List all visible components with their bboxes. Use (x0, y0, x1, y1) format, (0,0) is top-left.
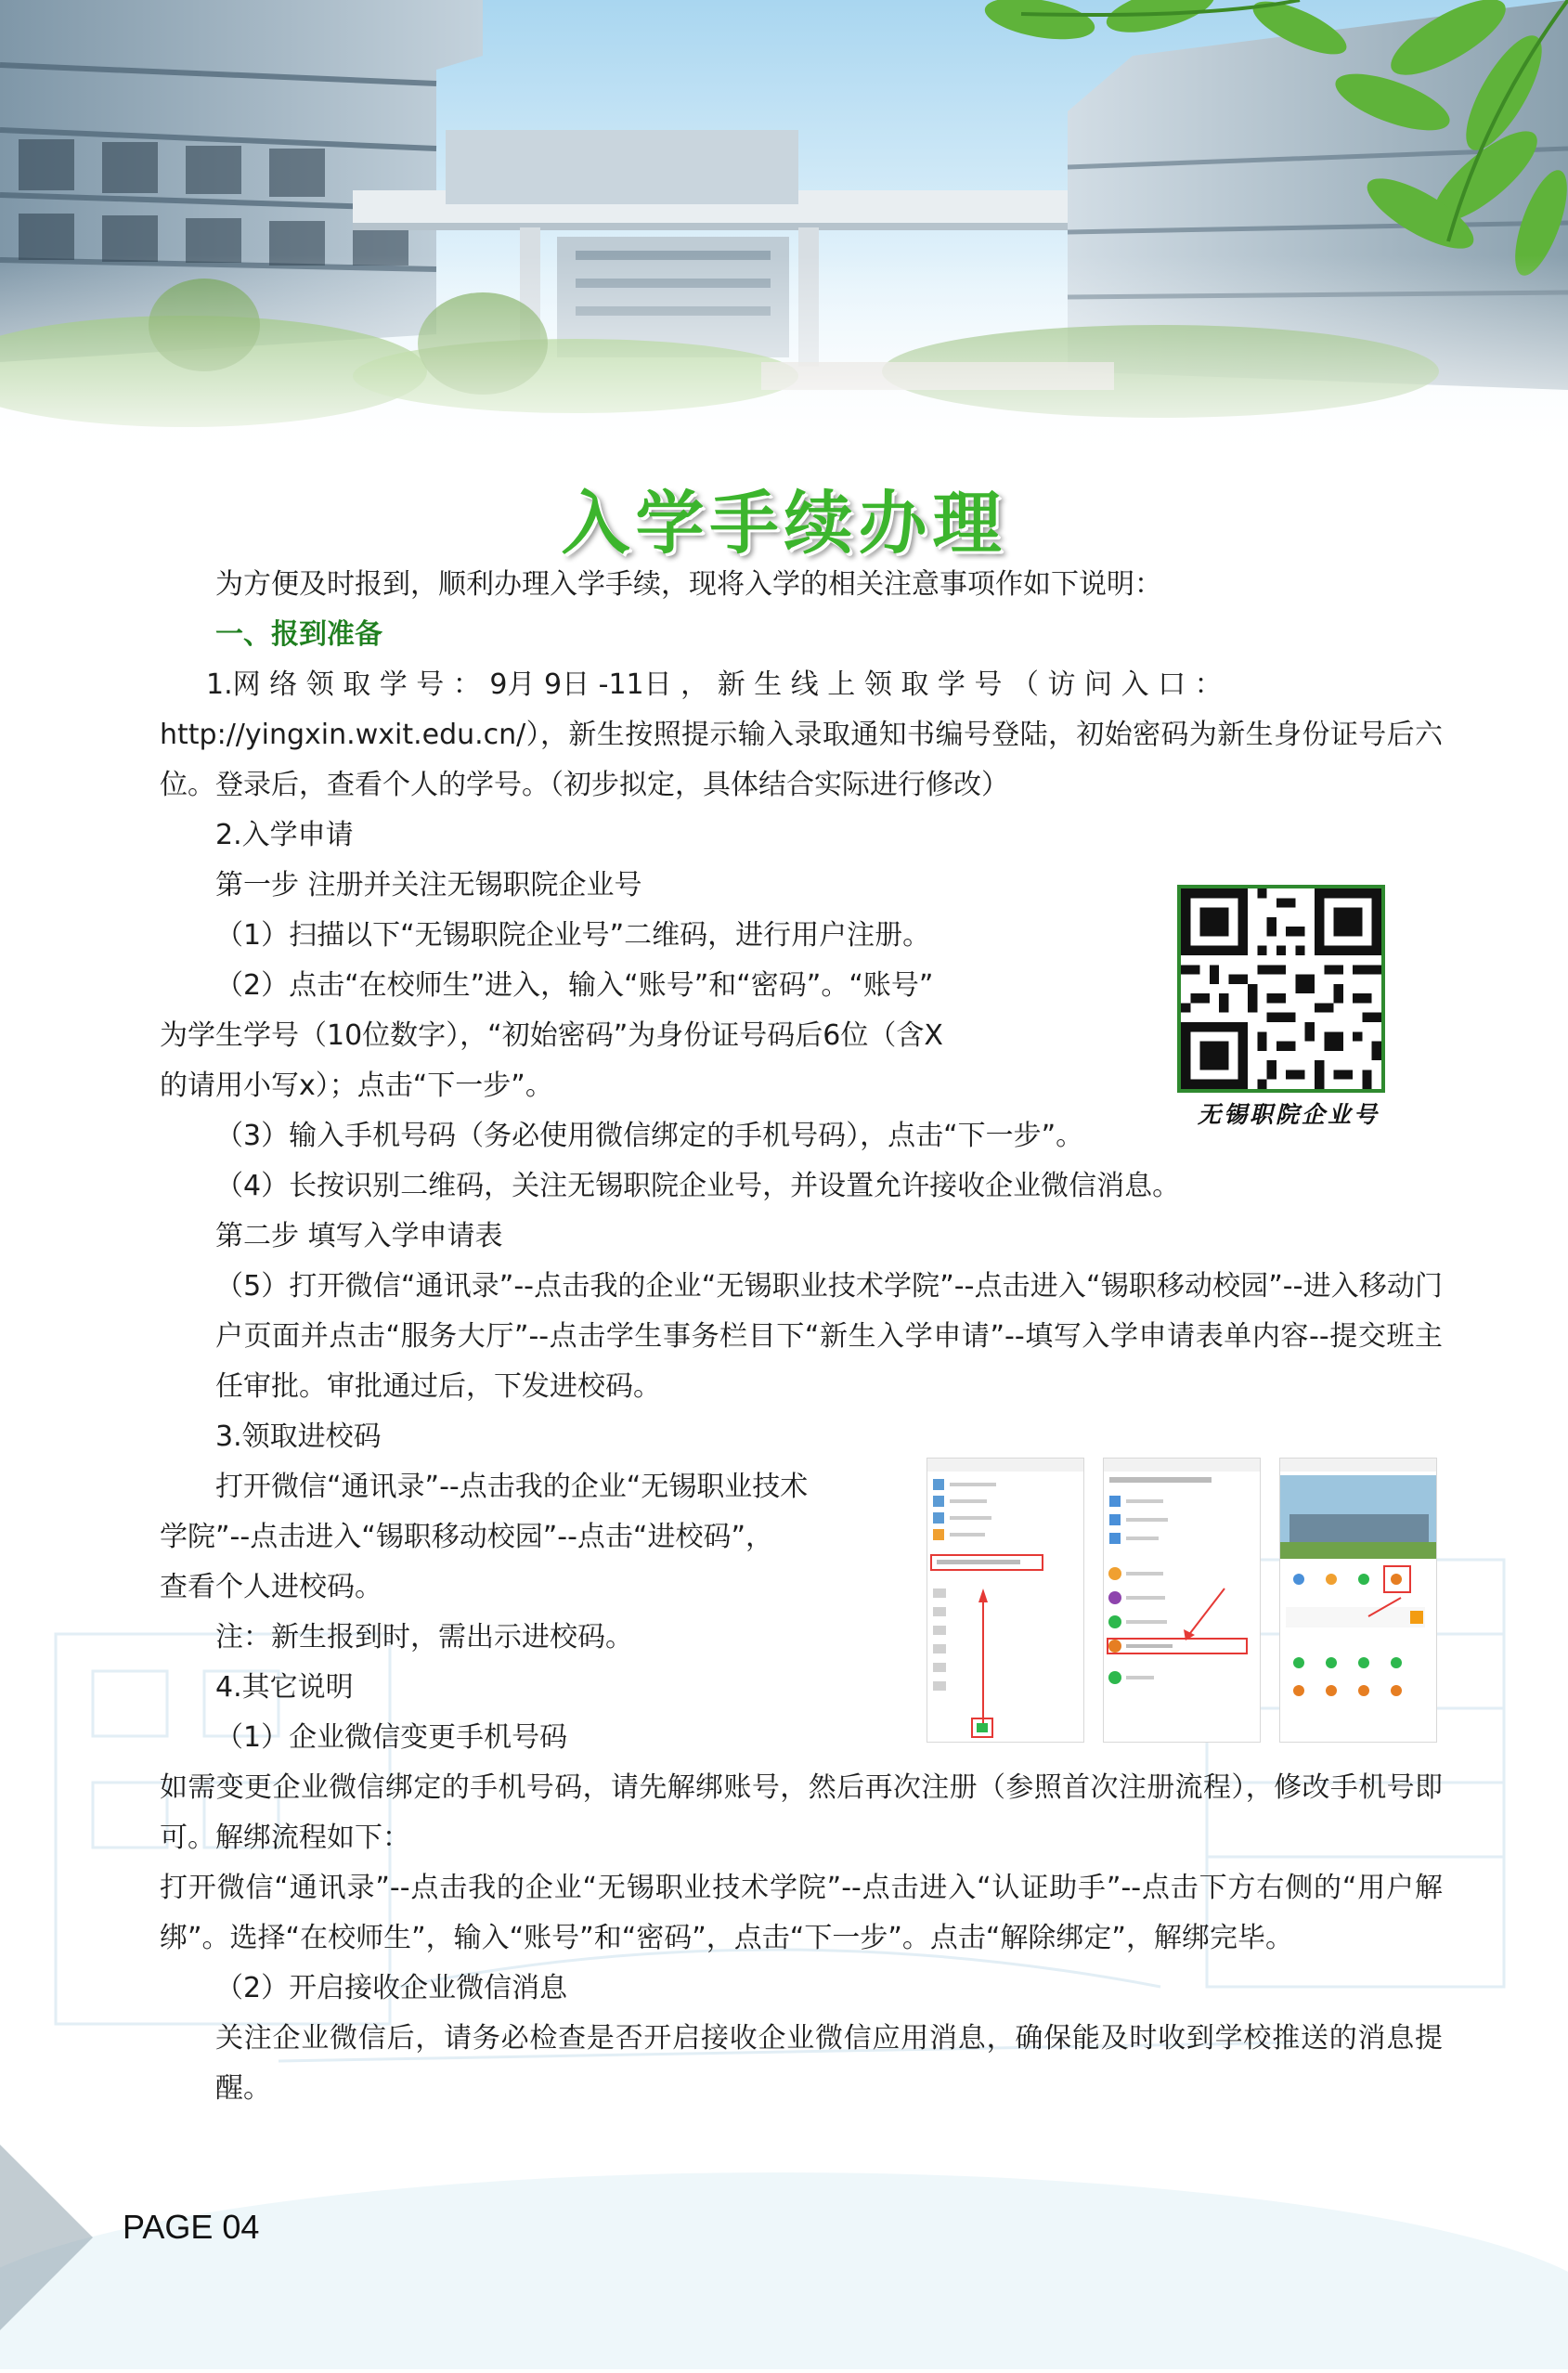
item4-sub1-paragraph1: 如需变更企业微信绑定的手机号码，请先解绑账号，然后再次注册（参照首次注册流程），修改手机号即可。解绑流程如下： (160, 1771, 1443, 1854)
step1-point2-line1: （2）点击“在校师生”进入，输入“账号”和“密码”。“账号” (215, 969, 934, 1002)
step2-heading: 第二步 填写入学申请表 (215, 1220, 503, 1252)
item2-heading: 2.入学申请 (215, 819, 354, 851)
step2-point5: （5）打开微信“通讯录”--点击我的企业“无锡职业技术学院”--点击进入“锡职移动校园”--进入移动门户页面并点击“服务大厅”--点击学生事务栏目下“新生入学申请”--填写入学申请表单内容--提交班主任审批。审批通过后，下发进校码。 (215, 1270, 1443, 1403)
screenshot-mobile-campus (1279, 1458, 1437, 1743)
item1-body: http://yingxin.wxit.edu.cn/），新生按照提示输入录取通知书编号登陆，初始密码为新生身份证号后六位。登录后，查看个人的学号。（初步拟定，具体结合实际进行修改） (160, 719, 1443, 801)
page-corner-triangle (0, 2145, 102, 2334)
item3-line3: 查看个人进校码。 (160, 1571, 382, 1603)
page-number: PAGE 04 (123, 2208, 260, 2246)
intro-paragraph: 为方便及时报到，顺利办理入学手续，现将入学的相关注意事项作如下说明： (215, 568, 1162, 601)
item3-heading: 3.领取进校码 (215, 1420, 382, 1453)
qr-code-caption: 无锡职院企业号 (1197, 1101, 1380, 1128)
item4-sub1-heading: （1）企业微信变更手机号码 (215, 1721, 568, 1754)
item4-sub2-paragraph: 关注企业微信后，请务必检查是否开启接收企业微信应用消息，确保能及时收到学校推送的消息提醒。 (215, 2022, 1443, 2105)
item3-line2: 学院”--点击进入“锡职移动校园”--点击“进校码”， (160, 1521, 774, 1553)
step1-point2-line3: 的请用小写x）；点击“下一步”。 (160, 1070, 553, 1102)
campus-banner-image (0, 0, 1568, 464)
document-body (160, 560, 1443, 2114)
section-heading-registration-prep: 一、报到准备 (215, 618, 382, 651)
wechat-steps-screenshots (927, 1458, 1442, 1745)
step1-point4: （4）长按识别二维码，关注无锡职院企业号，并设置允许接收企业微信消息。 (215, 1170, 1181, 1202)
screenshot-enterprise (1103, 1458, 1261, 1743)
qr-code-image (1177, 885, 1385, 1093)
qr-code-block (1177, 885, 1391, 1130)
screenshot-contacts (927, 1458, 1084, 1743)
step1-point1: （1）扫描以下“无锡职院企业号”二维码，进行用户注册。 (215, 919, 931, 952)
page-title: 入学手续办理 (561, 483, 1007, 564)
item4-heading: 4.其它说明 (215, 1671, 354, 1704)
item4-sub2-heading: （2）开启接收企业微信消息 (215, 1972, 568, 2004)
item3-note: 注：新生报到时，需出示进校码。 (215, 1621, 633, 1653)
item1-line1: 1.网 络 领 取 学 号 ： 9月 9日 -11日 ， 新 生 线 上 领 取 学 号 （ 访 问 入 口 ： (206, 668, 1223, 701)
item3-line1: 打开微信“通讯录”--点击我的企业“无锡职业技术 (215, 1471, 809, 1503)
step1-point3: （3）输入手机号码（务必使用微信绑定的手机号码），点击“下一步”。 (215, 1120, 1084, 1152)
step1-heading: 第一步 注册并关注无锡职院企业号 (215, 869, 642, 901)
item4-sub1-paragraph2: 打开微信“通讯录”--点击我的企业“无锡职业技术学院”--点击进入“认证助手”--点击下方右侧的“用户解绑”。选择“在校师生”，输入“账号”和“密码”，点击“下一步”。点击“解除绑定”，解绑完毕。 (160, 1872, 1443, 1954)
step1-point2-line2: 为学生学号（10位数字），“初始密码”为身份证号码后6位（含X (160, 1019, 943, 1052)
